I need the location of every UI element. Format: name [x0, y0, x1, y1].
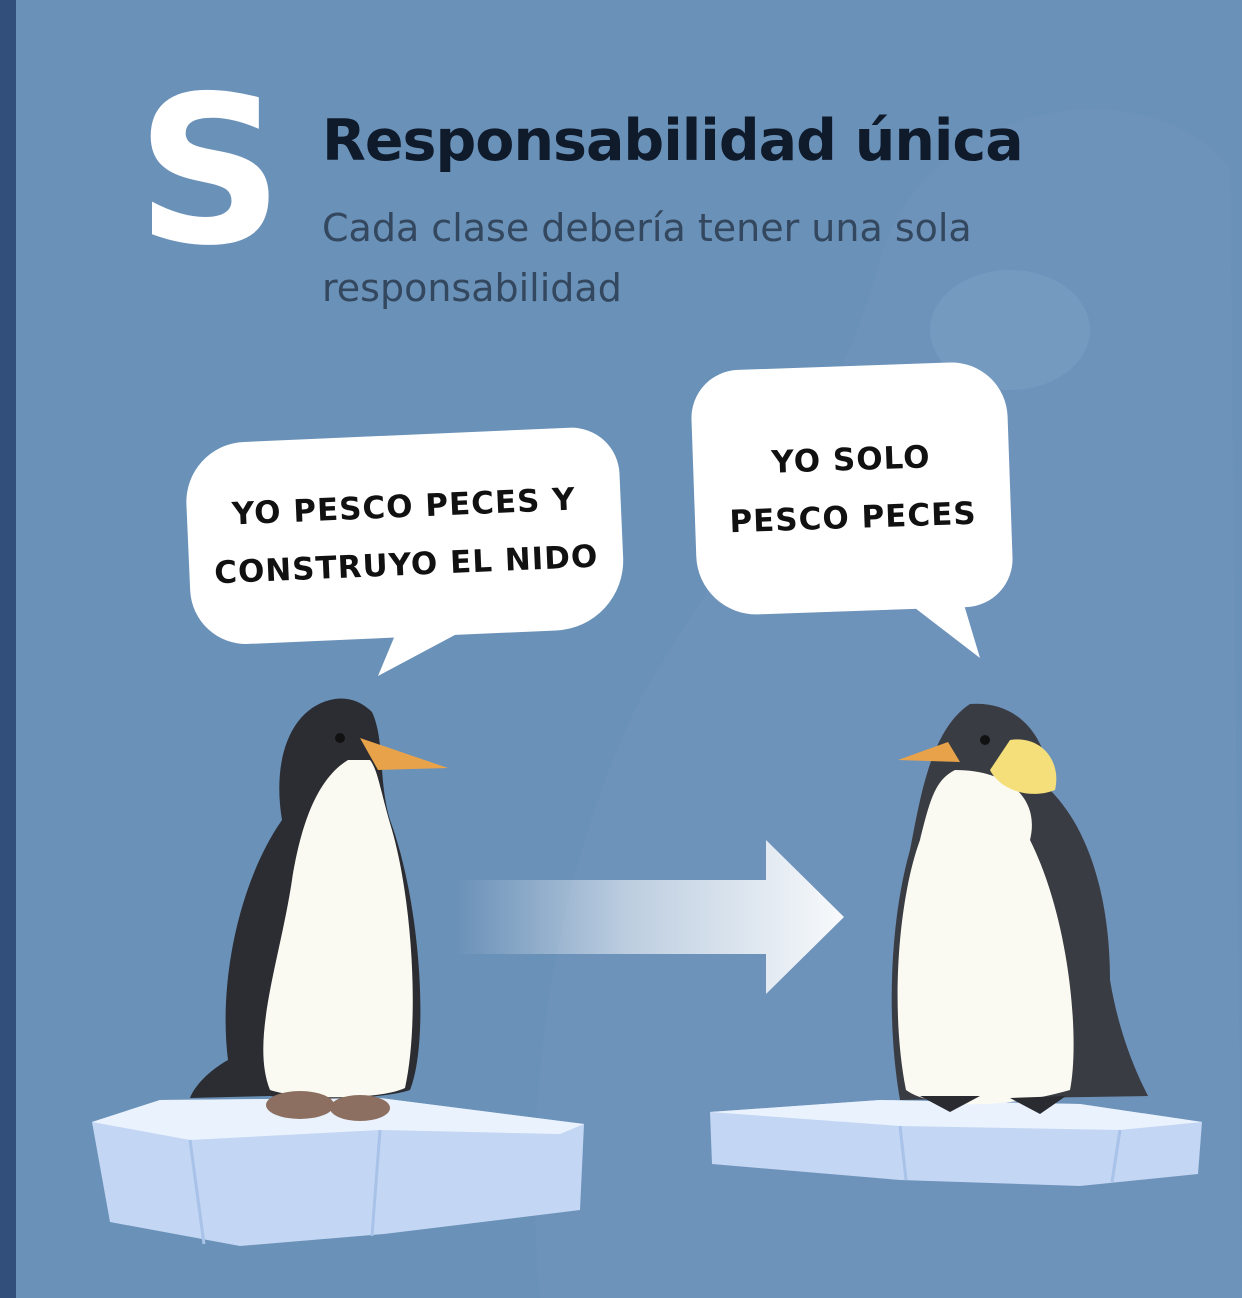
page-title: Responsabilidad única — [322, 108, 1023, 174]
page-subtitle: Cada clase debería tener una sola responsabilidad — [322, 206, 972, 310]
speech-bubble-right-line2: PESCO PECES — [728, 495, 978, 540]
speech-bubble-right-line1: YO SOLO — [770, 438, 932, 481]
principle-letter: S — [136, 53, 280, 291]
speech-bubble-left-line1: YO PESCO PECES Y — [231, 481, 577, 533]
speech-bubble-left-line2: CONSTRUYO EL NIDO — [213, 538, 600, 592]
